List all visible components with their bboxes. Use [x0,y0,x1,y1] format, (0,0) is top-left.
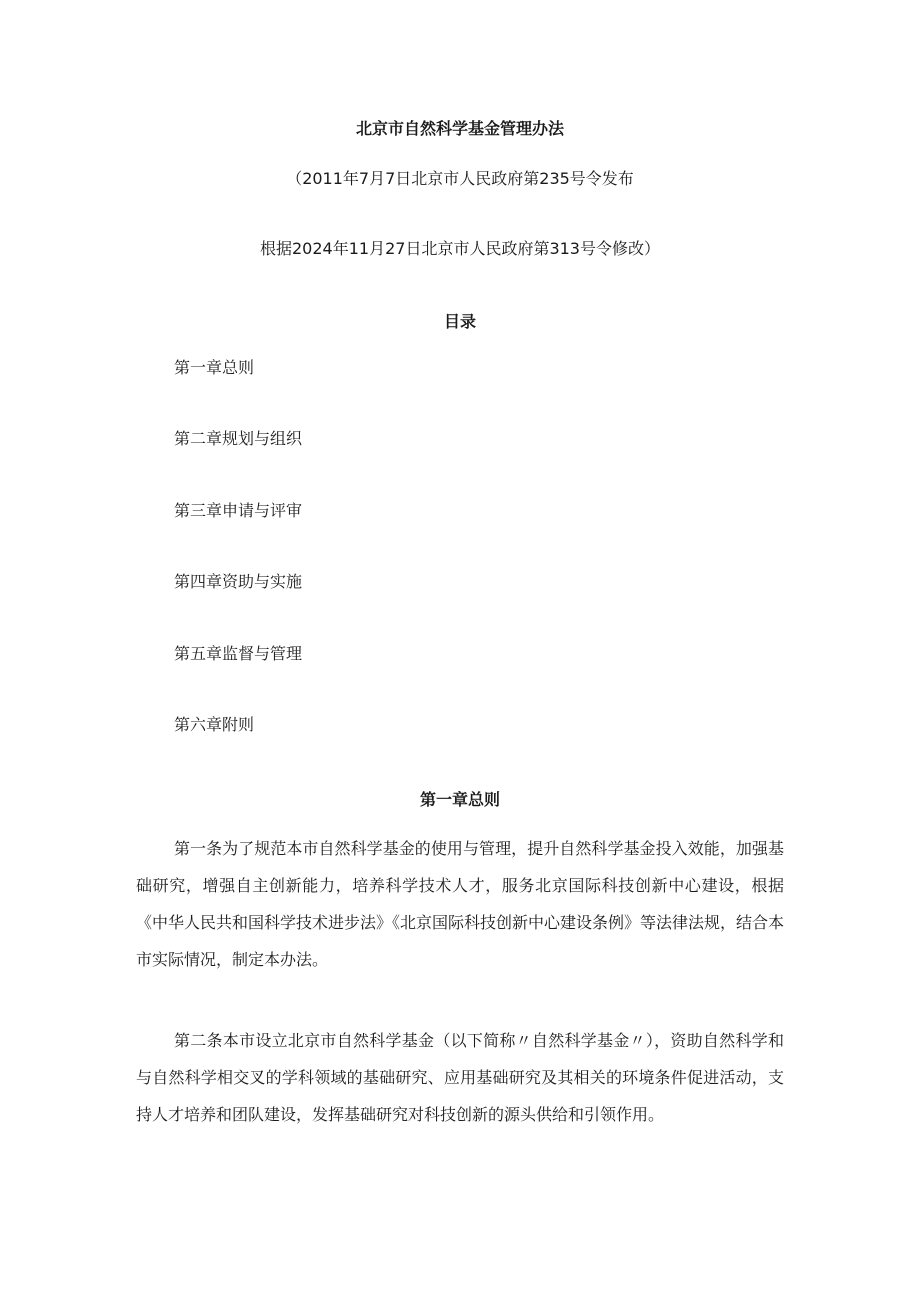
issuance-note-line-1: （2011年7月7日北京市人民政府第235号令发布 [286,169,634,188]
toc-heading: 目录 [443,312,476,331]
toc-item: 第四章资助与实施 [174,572,303,591]
toc-item: 第三章申请与评审 [174,501,303,520]
toc-item: 第六章附则 [174,715,255,734]
toc-item: 第一章总则 [174,358,255,377]
article-2-paragraph: 第二条本市设立北京市自然科学基金（以下简称〃自然科学基金〃），资助自然科学和与自然科学相交叉的学科领域的基础研究、应用基础研究及其相关的环境条件促进活动，支持人才培养和团队建设，发挥基础研究对科技创新的源头供给和引领作用。 [136,1031,784,1124]
toc-item: 第五章监督与管理 [174,644,303,663]
issuance-note-line-2: 根据2024年11月27日北京市人民政府第313号令修改） [260,239,660,258]
toc-item: 第二章规划与组织 [174,429,303,448]
chapter-heading: 第一章总则 [419,790,500,809]
document-title: 北京市自然科学基金管理办法 [355,119,564,138]
article-1-paragraph: 第一条为了规范本市自然科学基金的使用与管理，提升自然科学基金投入效能，加强基础研究，增强自主创新能力，培养科学技术人才，服务北京国际科技创新中心建设，根据《中华人民共和国科学技术进步法》《北京国际科技创新中心建设条例》等法律法规，结合本市实际情况，制定本办法。 [136,839,785,969]
